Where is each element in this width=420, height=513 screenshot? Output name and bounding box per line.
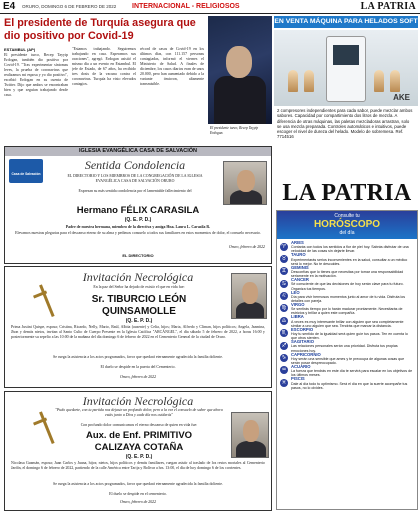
taurus-icon: ♉ [281, 255, 287, 262]
obituary-body: Prima Justini Quispe, esposa; Cristina, Ricardo, Nelly, Mario, Raúl, Albita (ausente) y Celia, hijos; Marta, Alfredo y Climan, hijos políticos; Angela, Jazmina, Jhon y demás nietos, invitan al Santo Culto de Cuerpo Presente en la Iglesia Católica "ARCÁNGEL", el día sábado 5 de febrero de 2022, a horas 16:00 y posteriormente su sepelio a las 10:00 de la mañana del día domingo 6 de febrero de 2022 en el Cementerio General de la ciudad de Oruro. [11, 325, 265, 339]
notice-date: Oruro, febrero de 2022 [119, 375, 157, 379]
sign-name: TAURO [291, 253, 306, 258]
horoscope-sign [280, 241, 414, 253]
sign-name: PISCIS [291, 377, 305, 382]
horoscope-sign [280, 278, 414, 290]
soft-serve-machine-icon [326, 36, 366, 102]
obituary-notice-1 [4, 266, 272, 388]
obituary-body-2: Se ruega la asistencia a los actos programados, favor que quedará eternamente agradecida la familia doliente. [53, 482, 223, 486]
condolence-intro: EL DIRECTORIO Y LOS MIEMBROS DE LA CONGREGACIÓN DE LA IGLESIA EVANGÉLICA CASA DE SALVACIÓN ORURO [67, 174, 203, 183]
sign-name: LEO [291, 290, 300, 295]
article-column-3: récord de casos de Covid-19 en los últimos días, con 111.157 personas contagiadas, informó el viernes el Ministerio de Salud. A finales de diciembre, los casos diarios eran de unos 20.000, pero han aumentado debido a la variante ómicron, altamente transmisible. [140, 47, 204, 86]
ice-cream-cone-icon [304, 70, 314, 92]
rip-abbrev: (Q. E. P. D.) [125, 454, 153, 460]
erdogan-photo [208, 16, 272, 124]
page-header [0, 0, 420, 14]
church-logo: Casa de Salvación [9, 159, 43, 183]
condolence-line-2: Elevamos nuestras plegarias para el descanso eterno de su alma y pedimos consuelo a todos sus familiares en estos momentos de dolor, el consuelo necesario. [15, 231, 261, 235]
horoscope-signs [277, 239, 417, 392]
horoscope-subtitle: del día [339, 230, 355, 236]
sign-text: Dale al día todo tu optimismo. Será el día en que la suerte acompañe tus pasos, no lo olvides. [291, 381, 408, 390]
obituary-title: Invitación Necrológica [82, 270, 194, 284]
horoscope-sign [280, 340, 414, 352]
scorpio-icon: ♏ [281, 330, 287, 337]
horoscope-box [276, 210, 418, 510]
sign-text: Experimentarás serios inconvenientes en la salud, consultar a un médico será lo mejor. No te descuides. [291, 257, 408, 266]
deceased-name-line-2: QUINSAMOLLE [102, 306, 176, 317]
church-header: IGLESIA EVANGÉLICA CASA DE SALVACIÓN [5, 147, 271, 156]
obituary-body-3: El duelo se despide en la puerta del Cementerio. [100, 365, 176, 369]
sign-text: Contarás con todos los sentidos a flor de piel hoy. Sabrás disfrutar de una velocidad de las cosas sin dejarte llevar. [291, 245, 409, 254]
sign-name: VIRGO [291, 302, 305, 307]
horoscope-header [277, 211, 417, 239]
photo-caption: El presidente turco, Recep Tayyip Erdogan. [210, 126, 259, 135]
deceased-name-line-1: Sr. TIBURCIO LEÓN [91, 294, 187, 305]
sign-name: LIBRA [291, 315, 304, 320]
horoscope-sign [280, 266, 414, 278]
sign-name: GÉMINIS [291, 265, 309, 270]
la-patria-logo: LA PATRIA [282, 180, 412, 206]
machine-image [274, 30, 418, 106]
notice-date: Oruro, febrero de 2022 [228, 245, 265, 249]
sign-text: Hoy tu sentido de la igualdad será quien guíe tus pasos. Ten en cuenta lo que otros sienten. [291, 331, 408, 341]
obituary-quote: "Pudo quedarte, con tu partida nos dejaste un profundo dolor, pero a la vez el consuelo de saber que ahora estás junto a Dios y cada día nos cuidarás" [55, 408, 223, 417]
sign-text: Las relaciones personales serán una prioridad. Disfruta tus propias emociones hoy. [291, 344, 398, 353]
article-byline: ESTAMBUL (AP) [4, 47, 36, 52]
condolence-notice [4, 146, 272, 264]
notice-signature: EL DIRECTORIO [122, 253, 154, 258]
article-column-1: El presidente turco, Recep Tayyip Erdogan, también dio positivo por Covid-19. "Tras experimentar síntomas leves, la prueba de coronavirus que realizamos mi esposa y yo dio positivo", escribió Erdogan en su cuenta de Twitter. Dijo que ambos se encontraban bien y que seguían trabajando desde casa. [4, 53, 68, 97]
gemini-icon: ♊ [281, 268, 287, 275]
aries-icon: ♈ [281, 243, 287, 250]
deceased-portrait [231, 412, 269, 458]
horoscope-sign [280, 291, 414, 303]
deceased-name-line-1: Aux. de Enf. PRIMITIVO [85, 430, 193, 441]
sign-name: CÁNCER [291, 278, 309, 283]
condolence-line-1: Padre de nuestra hermana, miembro de la directiva y amiga Hna. Laura L. Carasila R. [65, 225, 211, 229]
notice-date: Oruro, febrero de 2022 [119, 500, 157, 504]
virgo-icon: ♍ [281, 305, 287, 312]
obituary-notice-2 [4, 391, 272, 511]
sign-text: La fuerza que tendrás en este día te servirá para escalar en los objetivos de los últimos meses. [291, 369, 413, 378]
sign-name: ARIES [291, 241, 304, 245]
horoscope-sign [280, 303, 414, 315]
deceased-name: Hermano FÉLIX CARASILA [76, 205, 200, 216]
horoscope-sign [280, 253, 414, 265]
obituary-intro: En la paz del Señor ha dejado de existir el que en vida fue: [93, 285, 185, 289]
sign-text: Se sentirás tiempo por lo harán madurar prontamente. Necesitarás de estrictos y brillar a quien este compañía. [291, 307, 403, 316]
obituary-intro: Con profundo dolor comunicamos el eterno descanso de quien en vida fue: [80, 423, 198, 427]
condolence-intro-2: Expresan su más sentida condolencia por el lamentable fallecimiento del [78, 189, 192, 193]
libra-icon: ♎ [281, 317, 287, 324]
leo-icon: ♌ [281, 293, 287, 300]
rip-abbrev: (Q. E. P. D.) [124, 217, 152, 223]
sagittarius-icon: ♐ [281, 342, 287, 349]
ice-cream-cone-icon [374, 70, 384, 92]
aquarius-icon: ♒ [281, 367, 287, 374]
section-title: INTERNACIONAL - RELIGIOSOS [132, 3, 240, 10]
horoscope-sign [280, 328, 414, 340]
horoscope-sign [280, 353, 414, 365]
pisces-icon: ♓ [281, 379, 287, 386]
article-column-2: "Estamos trabajando. Seguiremos trabajando en casa. Esperamos sus oraciones", agregó. Erdogan asistió el mismo día a un evento en Estambul. El jefe de Estado, de 67 años, ha recibido tres dosis de la vacuna contra el coronavirus. Turquía ha visto elevados contagios. [72, 47, 136, 86]
ice-cream-cone-icon [390, 70, 400, 92]
ad-title: EN VENTA MÁQUINA PARA HELADOS SOFT [274, 16, 418, 28]
ice-cream-cone-icon [288, 70, 298, 92]
ad-ice-cream-machine [274, 16, 418, 176]
sign-text: Hoy serán una sensible que ames y te preocupa de algunas cosas que serán posar despreocupado. [291, 356, 405, 365]
obituary-body: Nicolasa Guzmán, esposa; Juan Carlos y Juana, hijos; nietos, hijos políticos y demás familiares, ruegan asistir al traslado de los restos mortales al Cementerio Jardín, el domingo 6 de febrero de 2022, partiendo de la calle América entre Tarija y Bolívar a hrs. 13:00, el día de hoy domingo 6 de los corrientes. [11, 461, 265, 470]
deceased-portrait [223, 161, 267, 205]
ad-body: 2 compresores independientes para cada sabor, puede mezclar ambos sabores. Capacidad por compartimiento dos litros de mezcla. A diferencia de otras máquinas, las paletas mezcladoras arrastran, solo se usa mezcla preparada. Controles automáticos e intuitivos, puede escoger el nivel de dureza del helado. Modelo de sobremesa. Ref. 7714516 [277, 108, 413, 140]
sign-name: SAGITARIO [291, 340, 314, 345]
machine-brand: AKE [393, 93, 410, 102]
dateline: ORURO, DOMINGO 6 DE FEBRERO DE 2022 [22, 4, 117, 9]
obituary-body-3: El duelo se despide en el cementerio. [109, 492, 167, 496]
horoscope-sign [280, 315, 414, 327]
obituary-body-2: Se ruega la asistencia a los actos programados, favor que quedará eternamente agradecida la familia doliente. [53, 355, 223, 359]
article-headline: El presidente de Turquía asegura que dio positivo por Covid-19 [4, 17, 196, 42]
sign-text: A veces es muy interesante brillar con alguien que sea completamente similar a uno alguien que sea. Tendrás que marcar la distancia. [291, 319, 404, 328]
sign-text: Día para vivir hermosos momentos junto al amor de tu vida. Disfruta los detalles con pareja. [291, 294, 406, 303]
sign-name: ESCORPIO [291, 327, 314, 332]
horoscope-sign [280, 377, 414, 389]
deceased-portrait [231, 273, 267, 319]
deceased-name-line-2: CALIZAYA COTAÑA [94, 442, 184, 453]
sign-name: CAPRICORNIO [291, 352, 321, 357]
capricorn-icon: ♑ [281, 355, 287, 362]
horoscope-title: HORÓSCOPO [313, 219, 381, 230]
page-number: E4 [3, 1, 16, 12]
masthead-logo: LA PATRIA [360, 1, 416, 12]
horoscope-sign [280, 365, 414, 377]
sign-text: Desconfías que lo tienes que necesitas por tomar una responsabilidad seriamente en la motivación. [291, 269, 404, 279]
horoscope-consulte: Consulte tu [334, 213, 360, 219]
rip-abbrev: (Q. E. P. D.) [125, 318, 153, 324]
sign-text: Sé consciente de que las decisiones de hoy serán clave para tu futuro. Organiza tus tiempos. [291, 282, 404, 291]
sign-name: ACUARIO [291, 364, 311, 369]
condolence-title: Sentida Condolencia [84, 158, 186, 172]
obituary-title: Invitación Necrológica [82, 394, 194, 408]
cancer-icon: ♋ [281, 280, 287, 287]
